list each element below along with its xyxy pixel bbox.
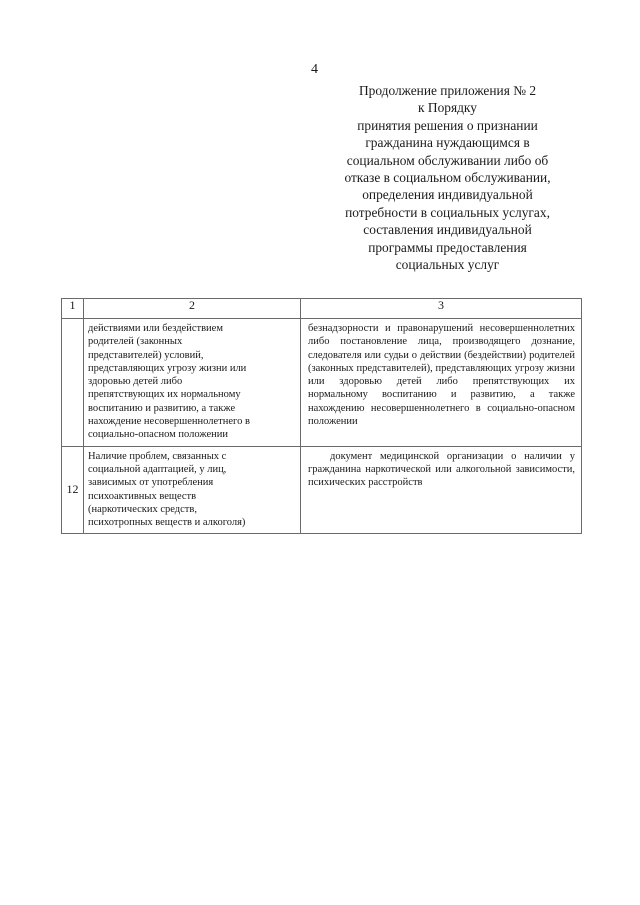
document-text: документ медицинской организации о наличии у гражданина наркотической или алкогольной зависимости, психических расстройств [308, 450, 575, 489]
heading-line: потребности в социальных услугах, [345, 204, 550, 220]
table-header-row [62, 299, 582, 319]
heading-line: определения индивидуальной [362, 187, 533, 203]
table-row [62, 446, 582, 534]
heading-line: Продолжение приложения № 2 [358, 83, 537, 98]
page-number: 4 [311, 62, 318, 77]
column-header: 3 [301, 299, 582, 319]
condition-text: Наличие проблем, связанных с социальной адаптацией, у лиц, зависимых от употребления психоактивных веществ (наркотических средств, психотропных веществ и алкоголя) [88, 450, 246, 529]
heading-line: гражданина нуждающимся в [365, 135, 530, 151]
document-cell [301, 446, 582, 534]
column-header: 1 [62, 299, 84, 319]
heading-line: социальных услуг [395, 257, 500, 273]
heading-line: к Порядку [418, 100, 477, 116]
condition-cell [84, 446, 301, 534]
table-row [62, 319, 582, 447]
appendix-heading [325, 82, 570, 273]
document-cell [301, 319, 582, 447]
document-text: безнадзорности и правонарушений несовершеннолетних либо постановление лица, производящего дознание, следователя или судьи о действии (бездействии) родителей (законных представителей), представляющих угрозу жизни или здоровью детей либо препятствующих их нормальному воспитанию и развитию, а также нахождению несовершеннолетнего в социально-опасном положении [308, 323, 575, 428]
condition-cell [84, 319, 301, 447]
row-number: 12 [62, 446, 84, 534]
heading-line: принятия решения о признании [357, 117, 538, 133]
condition-text: действиями или бездействием родителей (законных представителей) условий, представляющих угрозу жизни или здоровью детей либо препятствующих их нормальному воспитанию и развитию, а также нахождение несовершеннолетнего в социально-опасном положении [88, 323, 250, 441]
heading-line: социальном обслуживании либо об [346, 152, 549, 168]
row-number [62, 319, 84, 447]
heading-line: составления индивидуальной [363, 222, 532, 238]
heading-line: программы предоставления [368, 239, 527, 255]
column-header: 2 [84, 299, 301, 319]
heading-line: отказе в социальном обслуживании, [344, 170, 551, 186]
services-table [61, 298, 582, 534]
